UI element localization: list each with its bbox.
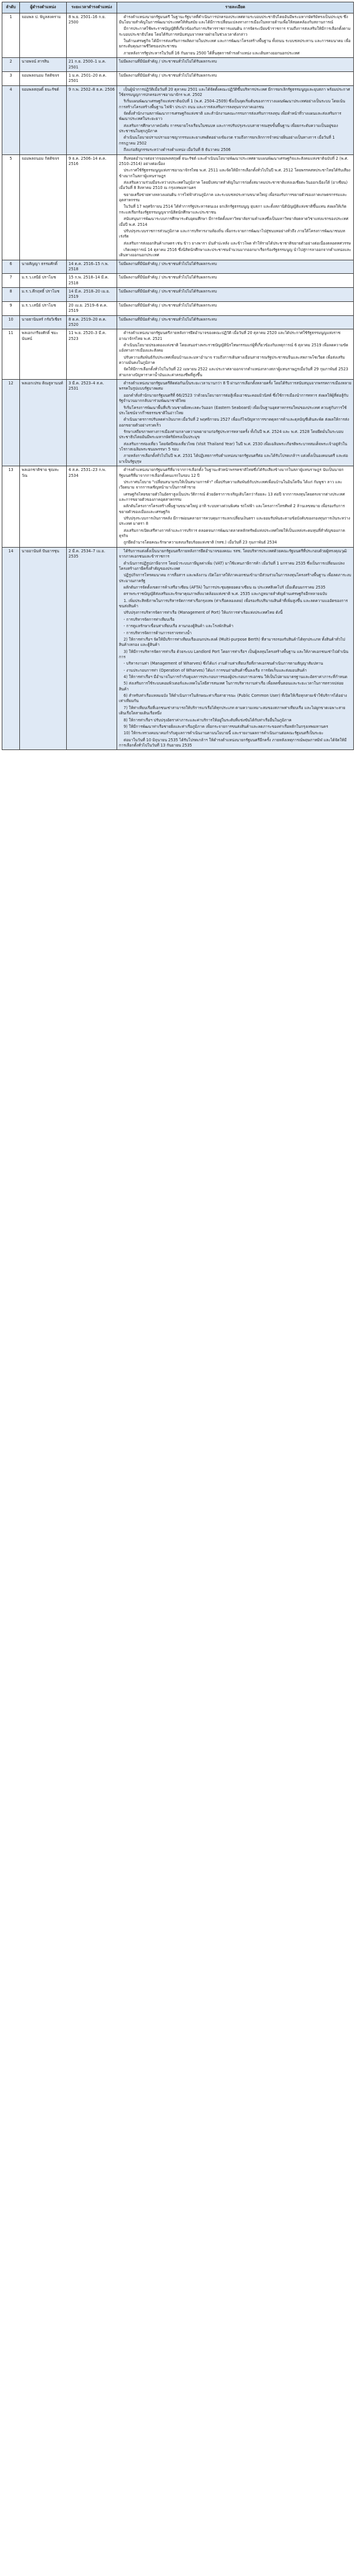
detail-paragraph: สืบทอดอำนาจต่อจากจอมพลสฤษดิ์ ธนะรัชต์ และดำเนินนโยบายพัฒนาประเทศตามแผนพัฒนาเศรษฐกิจและสังคมแห่งชาติฉบับที่ 2 (พ.ศ. 2510–2514) อย่างต่อเนื่อง: [119, 156, 349, 166]
prime-minister-name: จอมพลถนอม กิตติขจร: [20, 154, 67, 260]
detail-paragraph: ดำรงตำแหน่งนายกรัฐมนตรีติดต่อกันเป็นระยะเวลานานกว่า 8 ปี ผ่านการเลือกตั้งหลายครั้ง โดยได้รับการสนับสนุนจากพรรคการเมืองหลายพรรคในรูปแบบรัฐบาลผสม: [119, 381, 351, 391]
table-row: [2, 58, 354, 72]
detail-paragraph: ส่งเสริมการท่องเที่ยว โดยจัดปีท่องเที่ยวไทย (Visit Thailand Year) ในปี พ.ศ. 2530 เพื่อเฉลิมพระเกียรติพระบาทสมเด็จพระเจ้าอยู่หัวในวโรกาสเฉลิมพระชนมพรรษา 5 รอบ: [119, 441, 347, 452]
term-period: 15 ก.พ. 2518–14 มี.ค. 2518: [67, 274, 117, 288]
detail-paragraph: ส่งเสริมการส่งออกสินค้าเกษตร เช่น ข้าว ยางพารา มันสำปะหลัง และข้าวโพด ทำให้รายได้ประชาชาติขยายตัวอย่างต่อเนื่องตลอดทศวรรษ: [124, 240, 351, 246]
header-period: ระยะเวลาดำรงตำแหน่ง: [67, 2, 117, 13]
detail-paragraph: ได้รับการแต่งตั้งเป็นนายกรัฐมนตรีภายหลังการยึดอำนาจของคณะ รสช. โดยบริหารประเทศด้วยคณะรัฐมนตรีที่ประกอบด้วยผู้ทรงคุณวุฒิจากภาคเอกชนและข้าราชการ: [119, 548, 347, 559]
detail-paragraph: ปฏิรูปกิจการโทรคมนาคม การสื่อสาร และพลังงาน เปิดโอกาสให้ภาคเอกชนเข้ามามีส่วนร่วมในการลงทุนโครงสร้างพื้นฐาน เพื่อลดภาระงบประมาณภาครัฐ: [119, 573, 351, 583]
detail-paragraph: ผลักดันโครงการโครงสร้างพื้นฐานขนาดใหญ่ อาทิ ระบบทางด่วนพิเศษ รถไฟฟ้า และโครงการโทรศัพท์ 2 ล้านเลขหมาย เพื่อรองรับการขยายตัวของเมืองและเศรษฐกิจ: [119, 504, 345, 514]
prime-minister-name: ม.ร.ว.เสนีย์ ปราโมช: [20, 274, 67, 288]
table-row: [2, 274, 354, 288]
detail-paragraph: 2) ให้การท่าเรือฯ จัดให้มีบริการท่าเทียบเรือเอนกประสงค์ (Multi-purpose Berth) ที่สามารถรองรับสินค้าได้ทุกประเภท ทั้งสินค้าทั่วไป สินค้าเทกอง และตู้สินค้า: [119, 637, 345, 648]
detail-paragraph: ออกคำสั่งสำนักนายกรัฐมนตรีที่ 66/2523 ว่าด้วยนโยบายการต่อสู้เพื่อเอาชนะคอมมิวนิสต์ ซึ่งใช้การเมืองนำการทหาร ส่งผลให้ผู้ที่ต่อสู้กับรัฐจำนวนมากกลับมาร่วมพัฒนาชาติไทย: [119, 393, 349, 404]
term-details: [117, 274, 354, 288]
prime-minister-name: จอมพล ป. พิบูลสงคราม: [20, 13, 67, 58]
table-row: [2, 260, 354, 274]
term-period: 4 ส.ค. 2531–23 ก.พ. 2534: [67, 466, 117, 548]
detail-paragraph: สนับสนุนการพัฒนาระบบการศึกษาระดับอุดมศึกษา มีการจัดตั้งมหาวิทยาลัยรามคำแหงซึ่งเป็นมหาวิทยาลัยตลาดวิชาแห่งแรกของประเทศ เมื่อปี พ.ศ. 2514: [119, 216, 349, 227]
detail-paragraph: ดำรงตำแหน่งนายกรัฐมนตรี ในฐานะรัฐบาลที่ดำเนินการปกครองประเทศตามระบอบประชาธิปไตยอันมีพระมหากษัตริย์ทรงเป็นประมุข ซึ่งมีนโยบายสำคัญในการพัฒนาประเทศให้ทันสมัย และได้มีการเปลี่ยนแปลงทางการเมืองในหลายด้านเพื่อให้สอดคล้องกับสถานการณ์: [119, 14, 348, 25]
prime-minister-name: จอมพลถนอม กิตติขจร: [20, 71, 67, 85]
term-details: [117, 260, 354, 274]
row-number: 9: [2, 301, 20, 315]
row-number: 7: [2, 274, 20, 288]
table-row: [2, 71, 354, 85]
header-details: รายละเอียด: [117, 2, 354, 13]
table-row: [2, 301, 354, 315]
detail-paragraph: 7) ให้ท่าเทียบเรือที่เอกชนเช่าสามารถให้บริการแก่เรือได้ทุกประเภท ตามความเหมาะสมของสภาพท่าเทียบเรือ และไม่ผูกขาดเฉพาะสายเดินเรือใดสายเดินเรือหนึ่ง: [119, 705, 346, 716]
detail-paragraph: ถูกยึดอำนาจโดยคณะรักษาความสงบเรียบร้อยแห่งชาติ (รสช.) เมื่อวันที่ 23 กุมภาพันธ์ 2534: [124, 540, 277, 545]
detail-paragraph: - การบริหารจัดการด้านการจราจรทางน้ำ: [124, 630, 192, 635]
term-period: 20 เม.ย. 2519–6 ต.ค. 2519: [67, 301, 117, 315]
term-details: [117, 85, 354, 154]
detail-paragraph: ประกาศนโยบาย "เปลี่ยนสนามรบให้เป็นสนามการค้า" เพื่อปรับความสัมพันธ์กับประเทศเพื่อนบ้านในอินโดจีน ได้แก่ กัมพูชา ลาว และเวียดนาม จากการเผชิญหน้ามาเป็นการค้าขาย: [119, 479, 343, 490]
detail-paragraph: ในด้านเศรษฐกิจ ได้มีการส่งเสริมการผลิตภายในประเทศ และการพัฒนาโครงสร้างพื้นฐาน ทั้งถนน ระบบชลประทาน และการคมนาคม เพื่อยกระดับคุณภาพชีวิตของประชาชน: [119, 39, 351, 49]
row-number: 10: [2, 315, 20, 329]
prime-minister-name: ม.ร.ว.คึกฤทธิ์ ปราโมช: [20, 288, 67, 302]
term-details: [117, 288, 354, 302]
term-details: [117, 154, 354, 260]
row-number: 3: [2, 71, 20, 85]
term-details: [117, 380, 354, 466]
table-row: [2, 85, 354, 154]
detail-paragraph: - งานประกอบการท่า (Operation of Wharves) ได้แก่ การขนถ่ายสินค้าขึ้นลงเรือ การจัดเก็บและส่งมอบสินค้า: [124, 668, 307, 673]
row-number: 12: [2, 380, 20, 466]
detail-paragraph: ไม่มีผลงานที่มีนัยสำคัญ / ประชาชนทั่วไปไม่ได้รับผลกระทบ: [119, 275, 217, 280]
row-number: 6: [2, 260, 20, 274]
detail-paragraph: ส่งเสริมการศึกษาภาคบังคับ การขยายโรงเรียนในชนบท และการปรับปรุงระบบสาธารณสุขขั้นพื้นฐาน เพื่อยกระดับความเป็นอยู่ของประชาชนในทุกภูมิภาค: [119, 123, 338, 134]
detail-paragraph: เศรษฐกิจไทยขยายตัวในอัตราสูงเป็นประวัติการณ์ ด้วยอัตราการเจริญเติบโตกว่าร้อยละ 13 ต่อปี จากการลงทุนโดยตรงจากต่างประเทศและการขยายตัวของภาคอุตสาหกรรม: [119, 491, 345, 502]
detail-paragraph: ประกาศใช้รัฐธรรมนูญแห่งราชอาณาจักรไทย พ.ศ. 2511 และจัดให้มีการเลือกตั้งทั่วไปในปี พ.ศ. 2512 โดยพรรคสหประชาไทยได้รับเสียงข้างมากในสภาผู้แทนราษฎร: [119, 168, 351, 178]
detail-paragraph: ถึงแก่อสัญกรรมระหว่างดำรงตำแหน่ง เมื่อวันที่ 8 ธันวาคม 2506: [124, 147, 231, 153]
table-row: [2, 329, 354, 380]
detail-paragraph: ดำเนินการปฏิรูปภาษีอากร โดยนำระบบภาษีมูลค่าเพิ่ม (VAT) มาใช้แทนภาษีการค้า เมื่อวันที่ 1 มกราคม 2535 ซึ่งเป็นการเปลี่ยนแปลงโครงสร้างภาษีครั้งสำคัญของประเทศ: [119, 560, 345, 571]
row-number: 14: [2, 547, 20, 750]
detail-paragraph: ไม่มีผลงานที่มีนัยสำคัญ / ประชาชนทั่วไปไม่ได้รับผลกระทบ: [119, 73, 217, 78]
term-details: [117, 301, 354, 315]
header-name: ผู้ดำรงตำแหน่ง: [20, 2, 67, 13]
detail-paragraph: ดำเนินมาตรการปรับลดค่าเงินบาท เมื่อวันที่ 2 พฤศจิกายน 2527 เพื่อแก้ไขปัญหาการขาดดุลการค้าและดุลบัญชีเดินสะพัด ส่งผลให้การส่งออกขยายตัวอย่างรวดเร็ว: [119, 417, 349, 428]
prime-minister-name: พลเอกเกรียงศักดิ์ ชมะนันทน์: [20, 329, 67, 380]
detail-paragraph: ปรับปรุงการบริหารจัดการท่าเรือ (Management of Port) ให้แก่การท่าเรือแห่งประเทศไทย ดังนี้: [124, 610, 283, 615]
detail-paragraph: ริเริ่มแผนพัฒนาเศรษฐกิจแห่งชาติฉบับที่ 1 (พ.ศ. 2504–2509) ซึ่งเป็นจุดเริ่มต้นของการวางแผนพัฒนาประเทศอย่างเป็นระบบ โดยเน้นการสร้างโครงสร้างพื้นฐาน ไฟฟ้า ประปา ถนน และการส่งเสริมการลงทุนจากภาคเอกชน: [119, 99, 346, 109]
table-row: [2, 154, 354, 260]
prime-minister-name: ม.ร.ว.เสนีย์ ปราโมช: [20, 301, 67, 315]
prime-minister-name: นายสัญญา ธรรมศักดิ์: [20, 260, 67, 274]
detail-paragraph: 8) ให้การท่าเรือฯ ปรับปรุงอัตราค่าภาระและค่าบริการให้อยู่ในระดับที่แข่งขันได้กับท่าเรืออื่นในภูมิภาค: [124, 717, 292, 723]
term-period: 14 มี.ค. 2518–20 เม.ย. 2519: [67, 288, 117, 302]
detail-paragraph: ผลักดันการจัดตั้งเขตการค้าเสรีอาเซียน (AFTA) ในการประชุมสุดยอดอาเซียน ณ ประเทศสิงคโปร์ เมื่อเดือนมกราคม 2535: [124, 584, 326, 590]
detail-paragraph: ดำเนินนโยบายปรองดองแห่งชาติ โดยเสนอร่างพระราชบัญญัตินิรโทษกรรมแก่ผู้ที่เกี่ยวข้องกับเหตุการณ์ 6 ตุลาคม 2519 เพื่อลดความขัดแย้งทางการเมืองและสังคม: [119, 342, 349, 353]
detail-paragraph: ดำรงตำแหน่งนายกรัฐมนตรีที่มาจากการเลือกตั้ง ในฐานะหัวหน้าพรรคชาติไทยซึ่งได้รับเสียงข้างมากในสภาผู้แทนราษฎร นับเป็นนายกรัฐมนตรีที่มาจากการเลือกตั้งคนแรกในรอบ 12 ปี: [119, 467, 344, 478]
detail-paragraph: ขยายเครือข่ายทางหลวงแผ่นดิน การไฟฟ้าส่วนภูมิภาค และระบบชลประทานขนาดใหญ่ เพื่อรองรับการขยายตัวของภาคเกษตรกรรมและอุตสาหกรรม: [119, 192, 347, 203]
detail-paragraph: รักษาเสถียรภาพทางการเมืองท่ามกลางความพยายามก่อรัฐประหารหลายครั้ง ทั้งในปี พ.ศ. 2524 และ พ.ศ. 2528 โดยยึดมั่นในระบอบประชาธิปไตยอันมีพระมหากษัตริย์ทรงเป็นประมุข: [119, 429, 344, 440]
detail-paragraph: ไม่มีผลงานที่มีนัยสำคัญ / ประชาชนทั่วไปไม่ได้รับผลกระทบ: [119, 302, 217, 308]
detail-paragraph: จัดตั้งสำนักงานสภาพัฒนาการเศรษฐกิจแห่งชาติ และสำนักงานคณะกรรมการส่งเสริมการลงทุน เพื่อทำหน้าที่วางแผนและส่งเสริมการพัฒนาประเทศในระยะยาว: [119, 111, 342, 122]
prime-minister-name: จอมพลสฤษดิ์ ธนะรัชต์: [20, 85, 67, 154]
detail-paragraph: ในวันที่ 17 พฤศจิกายน 2514 ได้ทำการรัฐประหารตนเอง ยกเลิกรัฐธรรมนูญ ยุบสภา และตั้งสภานิติบัญญัติแห่งชาติขึ้นแทน ส่งผลให้เกิดกระแสเรียกร้องรัฐธรรมนูญจากนิสิตนักศึกษาและประชาชน: [119, 204, 347, 215]
document-page: [2, 2, 353, 750]
detail-paragraph: 10) ให้กระทรวงคมนาคมกำกับดูแลการดำเนินงานตามนโยบายนี้ และรายงานผลการดำเนินงานต่อคณะรัฐมนตรีเป็นระยะ: [124, 731, 323, 736]
detail-paragraph: 4) ให้การท่าเรือฯ มีอำนาจในการกำกับดูแลการประกอบการของผู้ประกอบการเอกชน ให้เป็นไปตามมาตรฐานและอัตราค่าภาระที่กำหนด: [124, 675, 347, 680]
row-number: 2: [2, 58, 20, 72]
term-details: [117, 547, 354, 750]
row-number: 8: [2, 288, 20, 302]
term-period: 14 ต.ค. 2516–15 ก.พ. 2518: [67, 260, 117, 274]
prime-minister-name: นายพจน์ สารสิน: [20, 58, 67, 72]
term-period: 9 ก.พ. 2502–8 ธ.ค. 2506: [67, 85, 117, 154]
detail-paragraph: - การบริหารจัดการท่าเทียบเรือ: [124, 617, 175, 622]
term-period: 21 ก.ย. 2500–1 ม.ค. 2501: [67, 58, 117, 72]
term-details: [117, 13, 354, 58]
detail-paragraph: ไม่มีผลงานที่มีนัยสำคัญ / ประชาชนทั่วไปไม่ได้รับผลกระทบ: [119, 289, 217, 294]
detail-paragraph: เป็นผู้นำการปฏิวัติเมื่อวันที่ 20 ตุลาคม 2501 และได้จัดตั้งคณะปฏิวัติขึ้นบริหารประเทศ มีการยกเลิกรัฐธรรมนูญและยุบสภา พร้อมประกาศใช้ธรรมนูญการปกครองราชอาณาจักร พ.ศ. 2502: [119, 87, 350, 97]
detail-paragraph: ภายหลังการรัฐประหารในวันที่ 16 กันยายน 2500 ได้สิ้นสุดการดำรงตำแหน่ง และเดินทางออกนอกประเทศ: [124, 50, 300, 56]
term-details: [117, 58, 354, 72]
table-header: [2, 2, 354, 13]
detail-paragraph: 9) ให้มีการพัฒนาท่าเรือชายฝั่งและท่าเรือภูมิภาค เพื่อกระจายการขนส่งสินค้าและลดภาระของท่าเรือหลักในกรุงเทพมหานคร: [124, 724, 328, 729]
table-row: [2, 315, 354, 329]
row-number: 5: [2, 154, 20, 260]
detail-paragraph: ปรับความสัมพันธ์กับประเทศเพื่อนบ้านและมหาอำนาจ รวมถึงการเดินทางเยือนสาธารณรัฐประชาชนจีนและสหภาพโซเวียต เพื่อส่งเสริมความมั่นคงในภูมิภาค: [119, 355, 345, 366]
term-period: 8 พ.ย. 2501–16 ก.ย. 2500: [67, 13, 117, 58]
detail-paragraph: ปรับปรุงระบบราชการส่วนภูมิภาค และการบริหารงานท้องถิ่น เพื่อกระจายการพัฒนาไปสู่ชนบทอย่างทั่วถึง ภายใต้โครงการพัฒนาชนบทเร่งรัด: [119, 228, 346, 239]
detail-paragraph: 1. เพิ่มประสิทธิภาพในการบริหารจัดการท่าเรือกรุงเทพ (ท่าเรือคลองเตย) เพื่อรองรับปริมาณสินค้าที่เพิ่มสูงขึ้น และลดความแออัดของการขนส่งสินค้า: [119, 598, 348, 609]
detail-paragraph: ไม่มีผลงานที่มีนัยสำคัญ / ประชาชนทั่วไปไม่ได้รับผลกระทบ: [119, 317, 217, 322]
table-row: [2, 288, 354, 302]
table-row: [2, 466, 354, 548]
table-row: [2, 380, 354, 466]
detail-paragraph: ต่อมาในวันที่ 10 มิถุนายน 2535 ได้รับโปรดเกล้าฯ ให้ดำรงตำแหน่งนายกรัฐมนตรีอีกครั้ง ภายหลังเหตุการณ์พฤษภาทมิฬ และได้จัดให้มีการเลือกตั้งทั่วไปในวันที่ 13 กันยายน 2535: [119, 737, 347, 748]
term-period: 8 ต.ค. 2519–20 ต.ค. 2520: [67, 315, 117, 329]
detail-paragraph: ไม่มีผลงานที่มีนัยสำคัญ / ประชาชนทั่วไปไม่ได้รับผลกระทบ: [119, 59, 217, 64]
prime-minister-name: นายอานันท์ ปันยารชุน: [20, 547, 67, 750]
table-row: [2, 13, 354, 58]
detail-paragraph: ไม่มีผลงานที่มีนัยสำคัญ / ประชาชนทั่วไปไม่ได้รับผลกระทบ: [119, 261, 217, 266]
term-period: 1 ม.ค. 2501–20 ต.ค. 2501: [67, 71, 117, 85]
term-details: [117, 71, 354, 85]
prime-minister-table: [2, 2, 354, 750]
header-no: ลำดับ: [2, 2, 20, 13]
header-row: [2, 2, 354, 13]
detail-paragraph: ตราพระราชบัญญัติส่งเสริมและรักษาคุณภาพสิ่งแวดล้อมแห่งชาติ พ.ศ. 2535 และกฎหมายสำคัญด้านเศรษฐกิจอีกหลายฉบับ: [124, 591, 327, 597]
detail-paragraph: 5) ส่งเสริมการใช้ระบบคอมพิวเตอร์และเทคโนโลยีสารสนเทศ ในการบริหารงานท่าเรือ เพื่อลดขั้นตอนและระยะเวลาในการตรวจปล่อยสินค้า: [119, 681, 344, 692]
prime-minister-name: พลเอกเปรม ติณสูลานนท์: [20, 380, 67, 466]
row-number: 13: [2, 466, 20, 548]
term-details: [117, 466, 354, 548]
detail-paragraph: ปรับปรุงระบบการเงินการคลัง มีการผ่อนคลายการควบคุมการแลกเปลี่ยนเงินตรา และยอมรับพันธะตามข้อบังคับของกองทุนการเงินระหว่างประเทศ มาตรา 8: [119, 516, 350, 527]
table-body: [2, 13, 354, 750]
detail-paragraph: เกิดเหตุการณ์ 14 ตุลาคม 2516 ซึ่งนิสิตนักศึกษาและประชาชนจำนวนมากออกมาเรียกร้องรัฐธรรมนูญ นำไปสู่การลาออกจากตำแหน่งและเดินทางออกนอกประเทศ: [119, 247, 351, 258]
detail-paragraph: ดำรงตำแหน่งนายกรัฐมนตรีภายหลังการยึดอำนาจของคณะปฏิวัติ เมื่อวันที่ 20 ตุลาคม 2520 และได้ประกาศใช้รัฐธรรมนูญแห่งราชอาณาจักรไทย พ.ศ. 2521: [119, 331, 341, 341]
detail-paragraph: มีการประกาศใช้พระราชบัญญัติที่เกี่ยวข้องกับการบริหารราชการแผ่นดิน การจัดระเบียบข้าราชการ รวมถึงการส่งเสริมให้มีการเลือกตั้งตามระบอบประชาธิปไตย โดยได้รับการสนับสนุนจากหลายฝ่ายในช่วงเวลาดังกล่าว: [119, 26, 351, 37]
row-number: 1: [2, 13, 20, 58]
detail-paragraph: - บริหารงานท่า (Management of Wharves) ซึ่งได้แก่ งานด้านท่าเทียบเรือที่ภาคเอกชนดำเนินการตามสัญญาสัมปทาน: [124, 661, 323, 666]
detail-paragraph: 3) ให้มีการบริหารจัดการท่าเรือ ด้วยระบบ Landlord Port โดยการท่าเรือฯ เป็นผู้ลงทุนโครงสร้างพื้นฐาน และให้ภาคเอกชนเช่าไปดำเนินการ: [119, 649, 349, 659]
detail-paragraph: ภายหลังการเลือกตั้งทั่วไปในปี พ.ศ. 2531 ได้ปฏิเสธการรับตำแหน่งนายกรัฐมนตรีต่อ และได้รับโปรดเกล้าฯ แต่งตั้งเป็นองคมนตรี และต่อมาเป็นรัฐบุรุษ: [119, 453, 348, 464]
row-number: 4: [2, 85, 20, 154]
detail-paragraph: ส่งเสริมการเปิดเสรีทางการค้าและการบริการ ตลอดจนการพัฒนาตลาดหลักทรัพย์แห่งประเทศไทยให้เป็นแหล่งระดมทุนที่สำคัญของภาคธุรกิจ: [119, 528, 345, 539]
term-period: 3 มี.ค. 2523–4 ส.ค. 2531: [67, 380, 117, 466]
term-details: [117, 315, 354, 329]
prime-minister-name: พลเอกชาติชาย ชุณหะวัณ: [20, 466, 67, 548]
detail-paragraph: ริเริ่มโครงการพัฒนาพื้นที่บริเวณชายฝั่งทะเลตะวันออก (Eastern Seaboard) เพื่อเป็นฐานอุตสาหกรรมใหม่ของประเทศ ควบคู่กับการใช้ประโยชน์จากก๊าซธรรมชาติในอ่าวไทย: [119, 405, 347, 415]
term-period: 2 มี.ค. 2534–7 เม.ย. 2535: [67, 547, 117, 750]
detail-paragraph: ดำเนินนโยบายปราบปรามอาชญากรรมและยาเสพติดอย่างเข้มงวด รวมถึงการยกเลิกการจำหน่ายฝิ่นอย่างเป็นทางการ เมื่อวันที่ 1 กรกฎาคม 2502: [119, 135, 335, 146]
detail-paragraph: ส่งเสริมความร่วมมือระหว่างประเทศในภูมิภาค โดยมีบทบาทสำคัญในการก่อตั้งสมาคมประชาชาติแห่งเอเชียตะวันออกเฉียงใต้ (อาเซียน) เมื่อวันที่ 8 สิงหาคม 2510 ณ กรุงเทพมหานคร: [119, 180, 348, 191]
row-number: 11: [2, 329, 20, 380]
detail-paragraph: จัดให้มีการเลือกตั้งทั่วไปในวันที่ 22 เมษายน 2522 และประกาศลาออกจากตำแหน่งกลางสภาผู้แทนราษฎรเมื่อวันที่ 29 กุมภาพันธ์ 2523 ท่ามกลางปัญหาราคาน้ำมันและค่าครองชีพที่สูงขึ้น: [119, 367, 349, 377]
term-period: 9 ธ.ค. 2506–14 ต.ค. 2516: [67, 154, 117, 260]
term-details: [117, 329, 354, 380]
prime-minister-name: นายธานินทร์ กรัยวิเชียร: [20, 315, 67, 329]
table-row: [2, 547, 354, 750]
term-period: 11 พ.ย. 2520–3 มี.ค. 2523: [67, 329, 117, 380]
detail-paragraph: - การดูแลรักษาเขื่อนท่าเทียบเรือ ลานกองตู้สินค้า และโรงพักสินค้า: [124, 624, 234, 629]
detail-paragraph: 6) สำหรับท่าเรือแหลมฉบัง ให้ดำเนินการในลักษณะท่าเรือสาธารณะ (Public Common User) ที่เปิดให้เรือทุกสายเข้าใช้บริการได้อย่างเท่าเทียมกัน: [119, 693, 347, 704]
